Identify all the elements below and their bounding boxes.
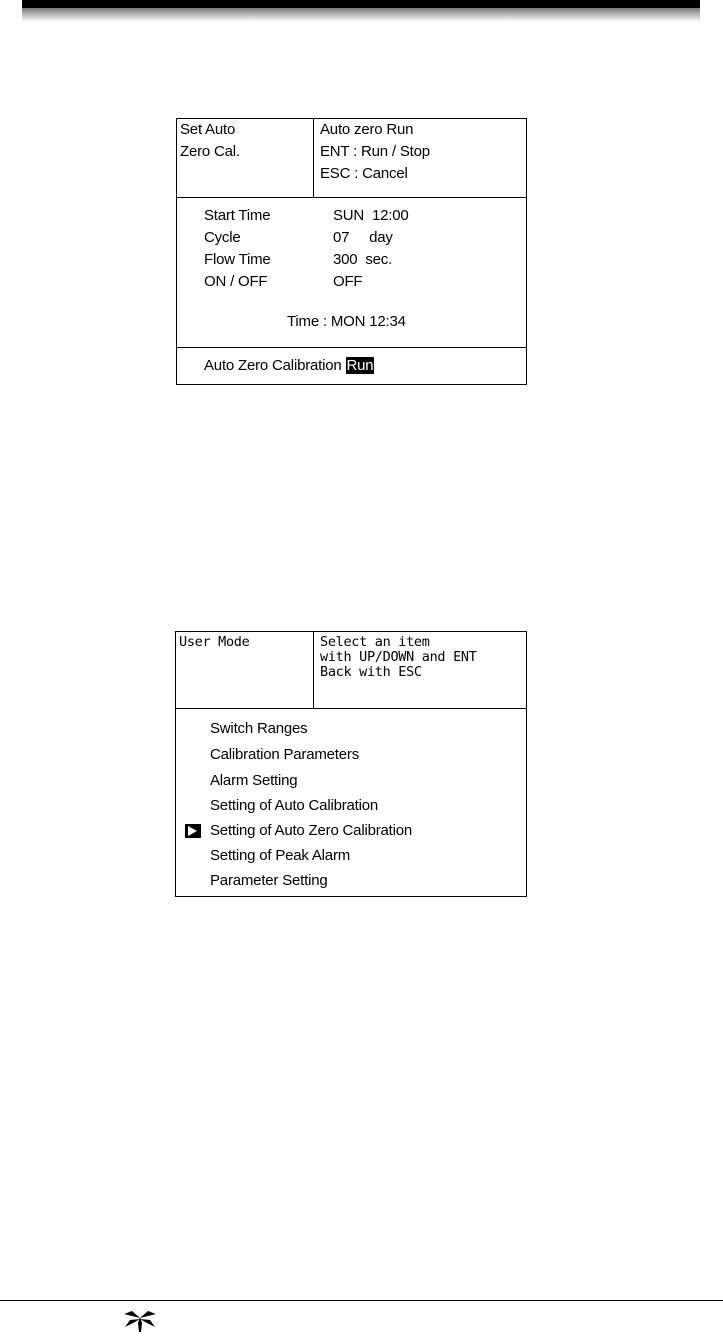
page-header-bar bbox=[22, 0, 700, 8]
menu-item-parameter-setting[interactable]: Parameter Setting bbox=[210, 872, 328, 889]
teledyne-logo-icon bbox=[122, 1309, 158, 1333]
on-off-value[interactable]: OFF bbox=[333, 273, 363, 290]
menu-item-calibration-parameters[interactable]: Calibration Parameters bbox=[210, 746, 359, 763]
cycle-label: Cycle bbox=[204, 229, 241, 246]
help-line-3: ESC : Cancel bbox=[320, 165, 408, 182]
menu-item-auto-calibration[interactable]: Setting of Auto Calibration bbox=[210, 797, 379, 814]
menu-item-peak-alarm[interactable]: Setting of Peak Alarm bbox=[210, 847, 351, 864]
screen-header bbox=[177, 119, 526, 198]
page-header-shadow bbox=[22, 8, 700, 22]
help-line-1: Auto zero Run bbox=[320, 121, 414, 138]
auto-zero-run-row bbox=[177, 347, 526, 384]
auto-zero-cal-screen bbox=[176, 118, 527, 385]
menu-item-switch-ranges[interactable]: Switch Ranges bbox=[210, 720, 308, 737]
menu-item-auto-zero-calibration[interactable]: Setting of Auto Zero Calibration bbox=[210, 822, 413, 839]
help-line-1: Select an item bbox=[320, 634, 430, 650]
help-line-2: with UP/DOWN and ENT bbox=[320, 649, 477, 665]
current-time: Time : MON 12:34 bbox=[287, 313, 406, 330]
auto-zero-run-label: Auto Zero Calibration bbox=[204, 357, 342, 374]
user-mode-screen bbox=[175, 631, 527, 897]
menu-item-alarm-setting[interactable]: Alarm Setting bbox=[210, 772, 298, 789]
help-line-2: ENT : Run / Stop bbox=[320, 143, 430, 160]
header-divider bbox=[313, 119, 314, 197]
header-divider bbox=[313, 632, 314, 708]
run-button[interactable]: Run bbox=[346, 357, 374, 374]
start-time-label: Start Time bbox=[204, 207, 271, 224]
flow-time-value[interactable]: 300 sec. bbox=[333, 251, 393, 268]
flow-time-label: Flow Time bbox=[204, 251, 271, 268]
screen-title-line2: Zero Cal. bbox=[180, 143, 240, 160]
start-time-value[interactable]: SUN 12:00 bbox=[333, 207, 409, 224]
screen-title-line1: Set Auto bbox=[180, 121, 236, 138]
footer-rule bbox=[0, 1300, 723, 1301]
selection-cursor-icon bbox=[185, 824, 201, 838]
help-line-3: Back with ESC bbox=[320, 664, 422, 680]
cycle-value[interactable]: 07 day bbox=[333, 229, 393, 246]
screen-header bbox=[176, 632, 526, 709]
on-off-label: ON / OFF bbox=[204, 273, 268, 290]
screen-title: User Mode bbox=[179, 634, 250, 650]
